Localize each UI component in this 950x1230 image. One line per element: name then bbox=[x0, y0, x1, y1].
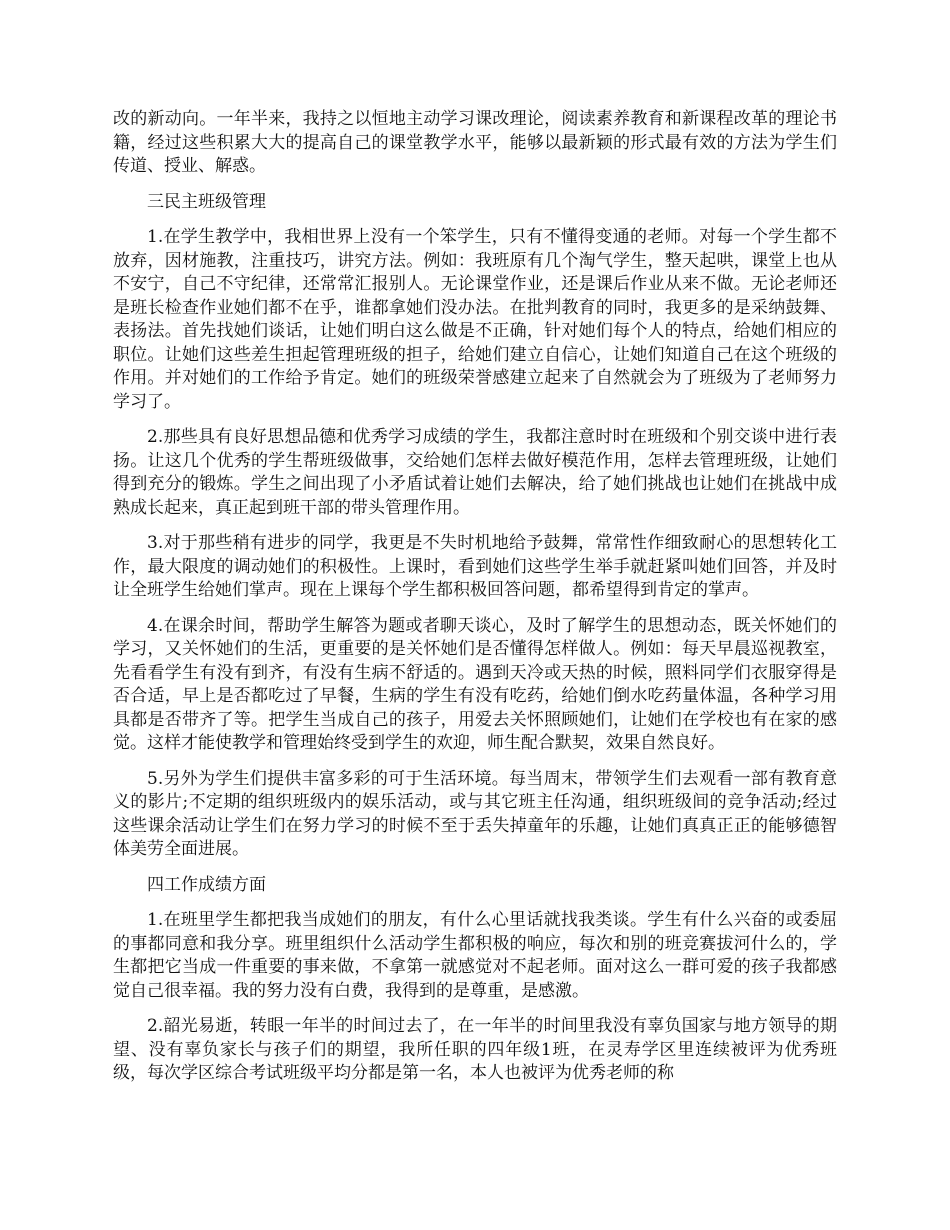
paragraph-management-2: 2.那些具有良好思想品德和优秀学习成绩的学生，我都注意时时在班级和个别交谈中进行表扬。让这几个优秀的学生帮班级做事，交给她们怎样去做好模范作用，怎样去管理班级，让她们得到充分的锻炼。学生之间出现了小矛盾试着让她们去解决，给了她们挑战也让她们在挑战中成熟成长起来，真正起到班干部的带头管理作用。 bbox=[113, 427, 837, 518]
paragraph-management-5: 5.另外为学生们提供丰富多彩的可于生活环境。每当周末，带领学生们去观看一部有教育意义的影片;不定期的组织班级内的娱乐活动，或与其它班主任沟通，组织班级间的竞争活动;经过这些课余活动让学生们在努力学习的时候不至于丢失掉童年的乐趣，让她们真真正正的能够德智体美劳全面进展。 bbox=[113, 768, 837, 859]
paragraph-achievements-2: 2.韶光易逝，转眼一年半的时间过去了，在一年半的时间里我没有辜负国家与地方领导的期望、没有辜负家长与孩子们的期望，我所任职的四年级1班，在灵寿学区里连续被评为优秀班级，每次学区综合考试班级平均分都是第一名，本人也被评为优秀老师的称 bbox=[113, 1016, 837, 1083]
document-page bbox=[113, 108, 837, 1098]
section-heading-class-management: 三民主班级管理 bbox=[147, 191, 266, 212]
paragraph-management-4: 4.在课余时间，帮助学生解答为题或者聊天谈心，及时了解学生的思想动态，既关怀她们的学习，又关怀她们的生活，更重要的是关怀她们是否懂得怎样做人。例如：每天早晨巡视教室，先看看学生有没有到齐，有没有生病不舒适的。遇到天冷或天热的时候，照料同学们衣服穿得是否合适，早上是否都吃过了早餐，生病的学生有没有吃药，给她们倒水吃药量体温，各种学习用具都是否带齐了等。把学生当成自己的孩子，用爱去关怀照顾她们，让她们在学校也有在家的感觉。这样才能使教学和管理始终受到学生的欢迎，师生配合默契，效果自然良好。 bbox=[113, 615, 837, 753]
paragraph-intro-continuation: 改的新动向。一年半来，我持之以恒地主动学习课改理论，阅读素养教育和新课程改革的理论书籍，经过这些积累大大的提高自己的课堂教学水平，能够以最新颖的形式最有效的方法为学生们传道、授业、解惑。 bbox=[113, 109, 837, 176]
paragraph-management-3: 3.对于那些稍有进步的同学，我更是不失时机地给予鼓舞，常常性作细致耐心的思想转化工作，最大限度的调动她们的积极性。上课时，看到她们这些学生举手就赶紧叫她们回答，并及时让全班学生给她们掌声。现在上课每个学生都积极回答问题，都希望得到肯定的掌声。 bbox=[113, 533, 837, 600]
paragraph-management-1: 1.在学生教学中，我相世界上没有一个笨学生，只有不懂得变通的老师。对每一个学生都不放弃，因材施教，注重技巧，讲究方法。例如：我班原有几个淘气学生，整天起哄，课堂上也从不安宁，自己不守纪律，还常常汇报别人。无论课堂作业，还是课后作业从来不做。无论老师还是班长检查作业她们都不在乎，谁都拿她们没办法。在批判教育的同时，我更多的是采纳鼓舞、表扬法。首先找她们谈话，让她们明白这么做是不正确，针对她们每个人的特点，给她们相应的职位。让她们这些差生担起管理班级的担子，给她们建立自信心，让她们知道自己在这个班级的作用。并对她们的工作给予肯定。她们的班级荣誉感建立起来了自然就会为了班级为了老师努力学习了。 bbox=[113, 227, 837, 412]
paragraph-achievements-1: 1.在班里学生都把我当成她们的朋友，有什么心里话就找我类谈。学生有什么兴奋的或委屈的事都同意和我分享。班里组织什么活动学生都积极的响应，每次和别的班竞赛拔河什么的，学生都把它当成一件重要的事来做，不拿第一就感觉对不起老师。面对这么一群可爱的孩子我都感觉自己很幸福。我的努力没有白费，我得到的是尊重，是感激。 bbox=[113, 910, 837, 1001]
section-heading-achievements: 四工作成绩方面 bbox=[147, 874, 266, 895]
